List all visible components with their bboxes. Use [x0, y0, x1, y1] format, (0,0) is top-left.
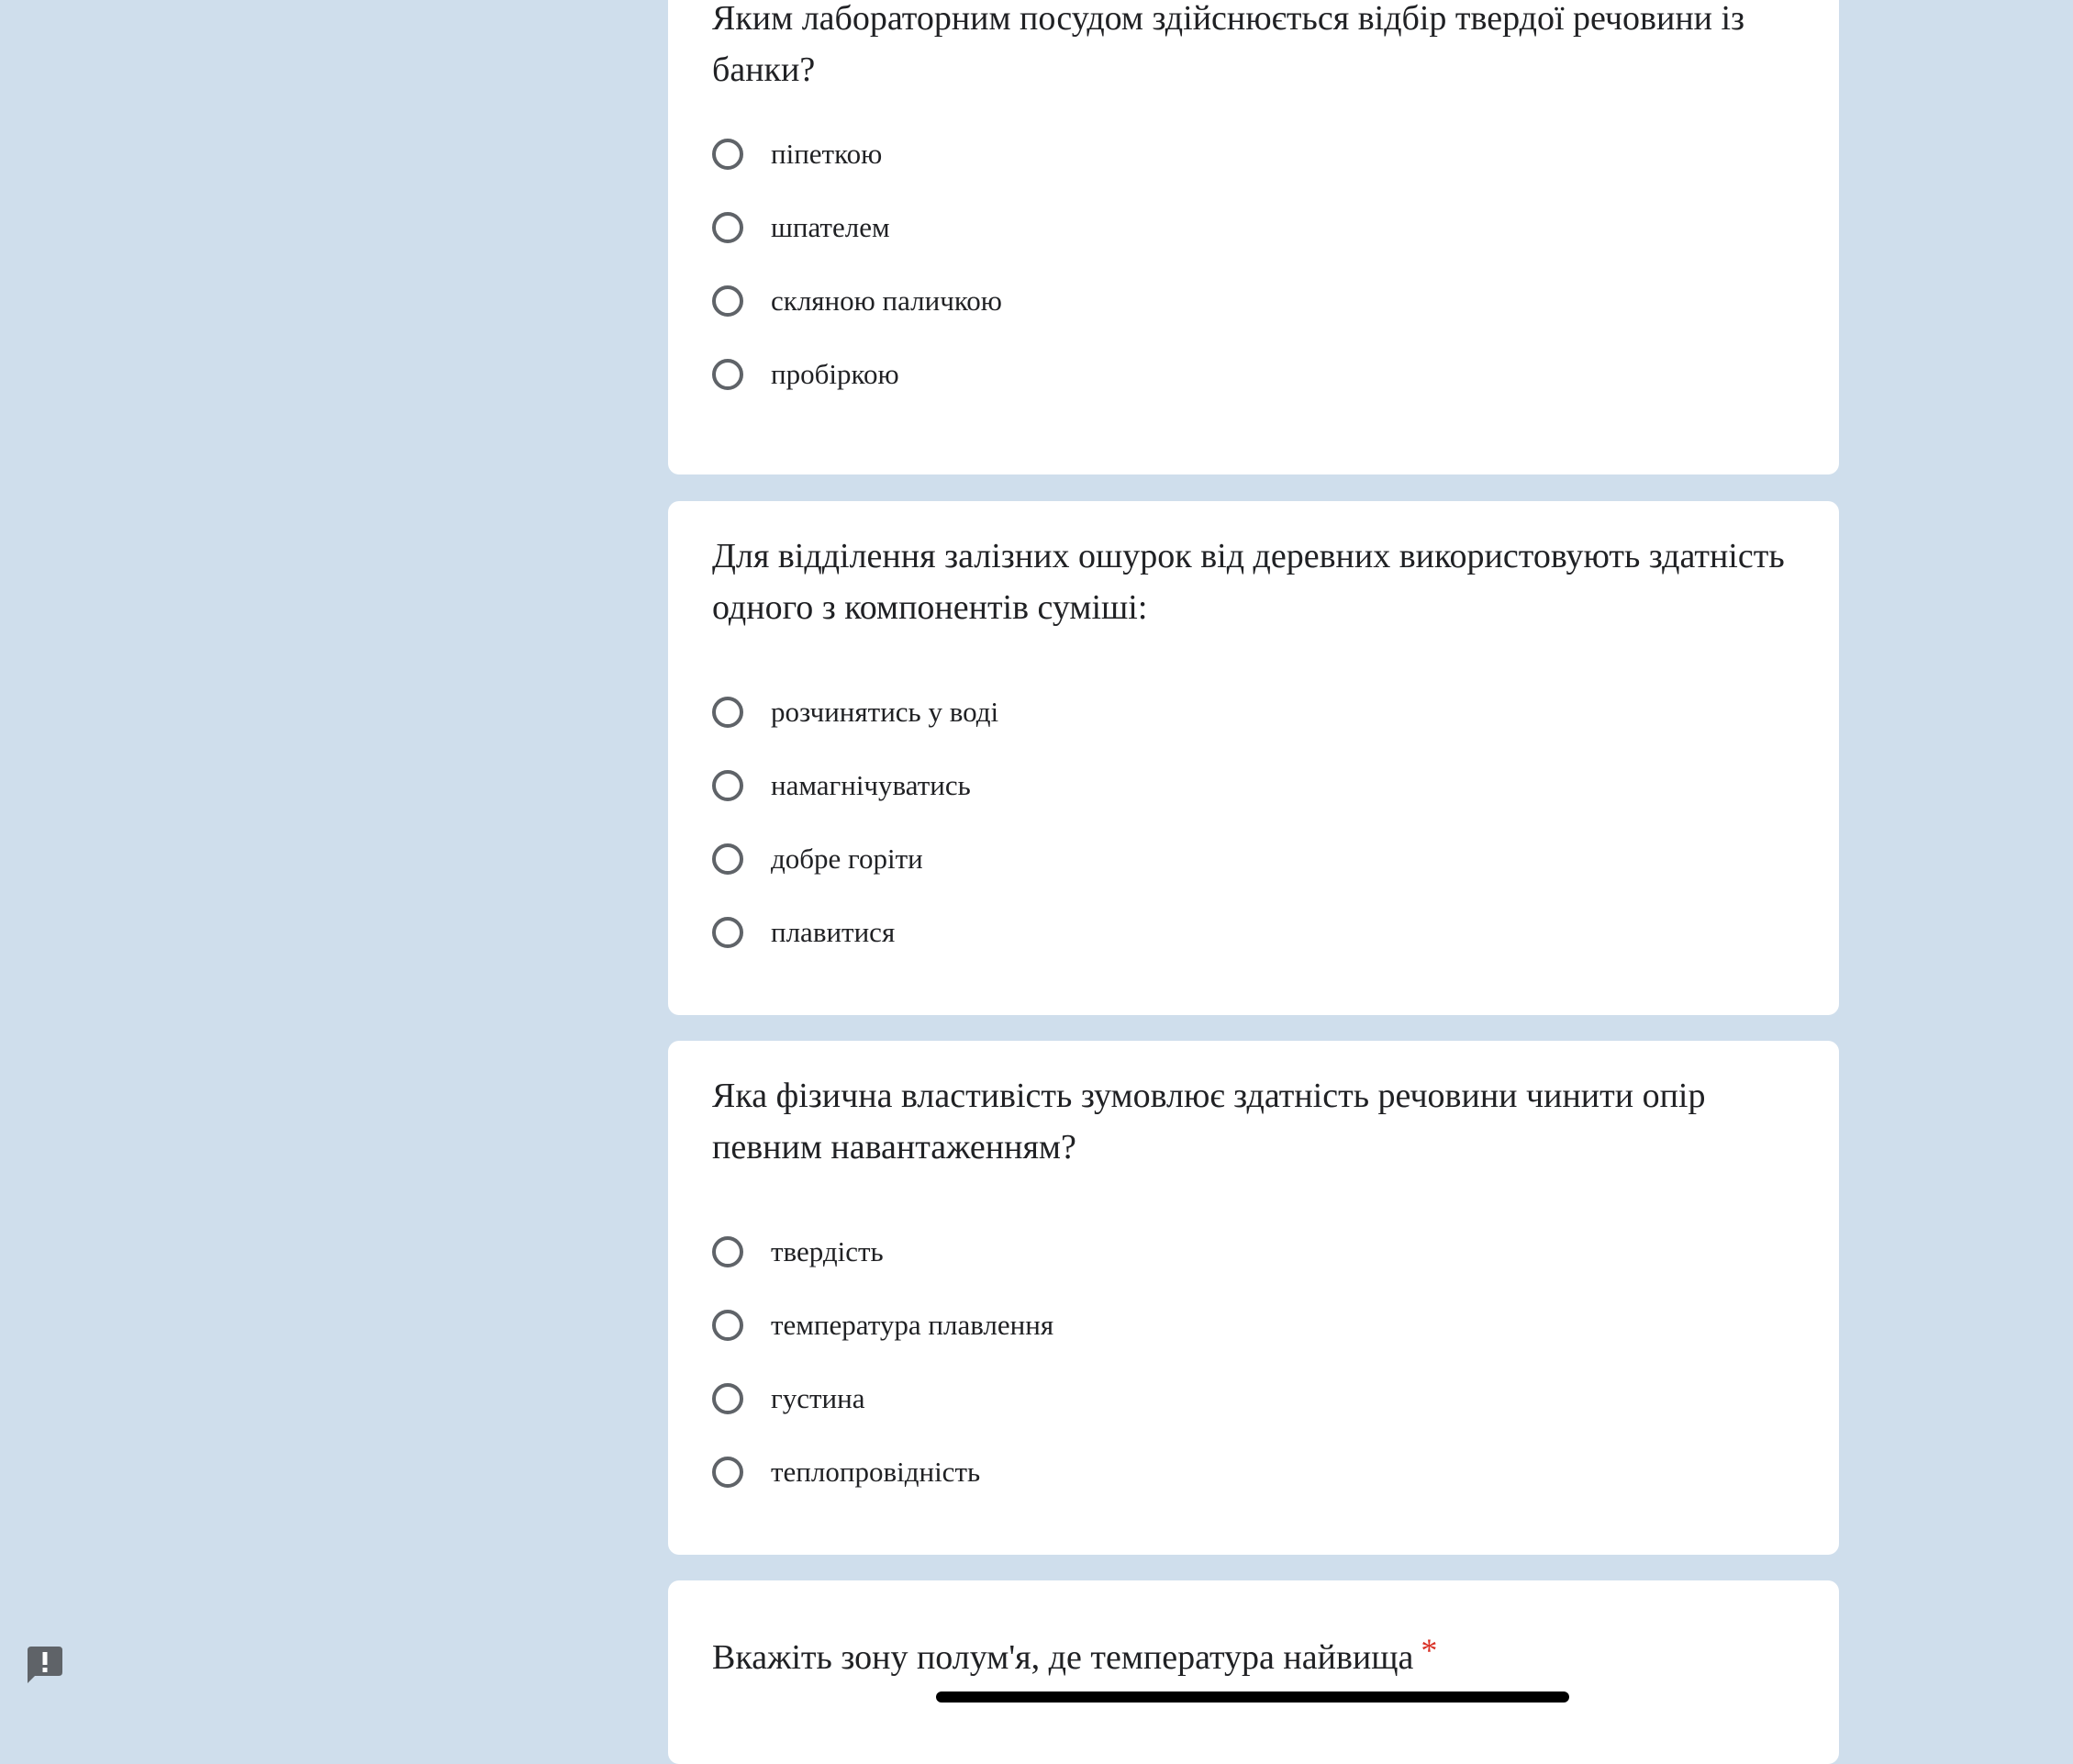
radio-option[interactable]: [712, 338, 1795, 411]
question-card: [668, 501, 1839, 1015]
radio-button[interactable]: [712, 770, 743, 801]
radio-button[interactable]: [712, 285, 743, 317]
home-indicator: [936, 1691, 1569, 1703]
radio-button[interactable]: [712, 139, 743, 170]
question-card: [668, 1580, 1839, 1764]
radio-button[interactable]: [712, 212, 743, 243]
question-card: [668, 0, 1839, 474]
option-label[interactable]: піпеткою: [771, 138, 883, 170]
radio-option[interactable]: [712, 1435, 1795, 1509]
radio-button[interactable]: [712, 1310, 743, 1341]
radio-option[interactable]: [712, 1215, 1795, 1289]
radio-button[interactable]: [712, 1383, 743, 1414]
report-feedback-button[interactable]: [24, 1645, 64, 1685]
radio-option[interactable]: [712, 822, 1795, 896]
radio-button[interactable]: [712, 697, 743, 728]
radio-option[interactable]: [712, 191, 1795, 264]
option-label[interactable]: температура плавлення: [771, 1309, 1054, 1341]
radio-button[interactable]: [712, 1457, 743, 1488]
option-label[interactable]: густина: [771, 1382, 865, 1414]
report-feedback-icon: [24, 1645, 64, 1685]
radio-button[interactable]: [712, 843, 743, 875]
radio-option[interactable]: [712, 1362, 1795, 1435]
option-label[interactable]: добре горіти: [771, 843, 923, 875]
option-label[interactable]: плавитися: [771, 916, 896, 948]
question-title: Для відділення залізних ошурок від деревних використовують здатність одного з компонентів суміші:: [712, 537, 1785, 627]
option-label[interactable]: скляною паличкою: [771, 285, 1002, 317]
option-label[interactable]: намагнічуватись: [771, 769, 971, 801]
option-label[interactable]: теплопровідність: [771, 1456, 981, 1488]
question-card: [668, 1041, 1839, 1555]
question-title-text: Вкажіть зону полум'я, де температура найвища: [712, 1638, 1414, 1677]
radio-button[interactable]: [712, 1236, 743, 1267]
option-label[interactable]: шпателем: [771, 211, 890, 243]
option-label[interactable]: пробіркою: [771, 358, 899, 390]
option-label[interactable]: твердість: [771, 1235, 884, 1267]
radio-option[interactable]: [712, 896, 1795, 969]
radio-option[interactable]: [712, 749, 1795, 822]
radio-option[interactable]: [712, 264, 1795, 338]
option-label[interactable]: розчинятись у воді: [771, 696, 999, 728]
radio-button[interactable]: [712, 917, 743, 948]
radio-group: [712, 675, 1795, 969]
question-title: Яка фізична властивість зумовлює здатність речовини чинити опір певним навантаженням?: [712, 1077, 1706, 1167]
question-title: [712, 1624, 1795, 1683]
radio-group: [712, 117, 1795, 411]
radio-option[interactable]: [712, 117, 1795, 191]
radio-button[interactable]: [712, 359, 743, 390]
radio-option[interactable]: [712, 675, 1795, 749]
required-asterisk: *: [1421, 1632, 1438, 1669]
question-title: Яким лабораторним посудом здійснюється відбір твердої речовини із банки?: [712, 0, 1745, 89]
radio-group: [712, 1215, 1795, 1509]
radio-option[interactable]: [712, 1289, 1795, 1362]
